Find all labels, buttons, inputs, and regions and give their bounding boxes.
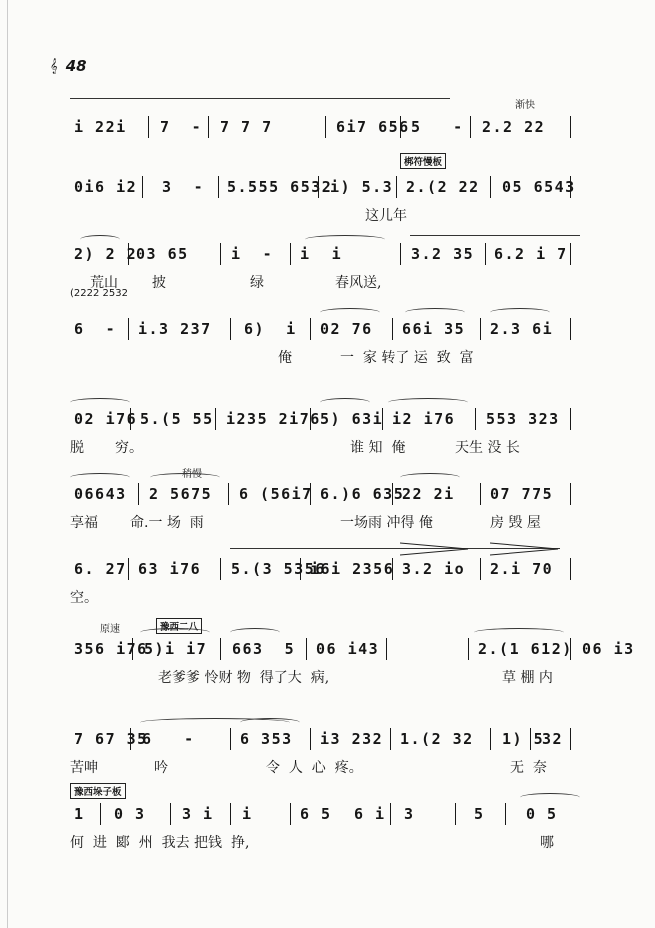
lyric-text: 命.一 场 雨 [130, 515, 204, 531]
measure-notes: 5 [474, 805, 485, 823]
measure-notes: 6) i [244, 320, 297, 338]
slur [70, 473, 130, 482]
lyric-text: 俺 [278, 350, 292, 366]
slur [305, 235, 385, 244]
measure-notes: 03 65 [136, 245, 189, 263]
lyric-text: 一 家 转了 运 致 富 [340, 350, 474, 366]
measure-notes: 5.(5 55 [140, 410, 214, 428]
lyric-text: 草 棚 内 [502, 670, 553, 686]
measure-notes: 1.(2 32 [400, 730, 474, 748]
notation-row [70, 483, 590, 505]
slur [400, 473, 460, 482]
lyric-text: 这儿年 [365, 208, 407, 224]
jianpu-notes [70, 638, 635, 660]
notation-row [70, 176, 590, 198]
decrescendo-hairpin [400, 542, 470, 556]
music-ornament-icon: 𝄞 [50, 58, 58, 74]
measure-notes: 07 775 [490, 485, 554, 503]
lyric-text: 天生 没 长 [455, 440, 520, 456]
measure-notes: 05 6543 [502, 178, 576, 196]
measure-notes: 3.2 io [402, 560, 466, 578]
notation-row [70, 243, 590, 265]
jianpu-notes [70, 243, 590, 265]
measure-notes: 2.i 70 [490, 560, 554, 578]
lyric-text: 披 [152, 275, 166, 291]
lyric-text: 苦呻 [70, 760, 98, 776]
measure-notes: 06 i43 [316, 640, 380, 658]
measure-notes: 663 5 [232, 640, 296, 658]
measure-notes: i6i 2356 [310, 560, 395, 578]
score-system [70, 610, 635, 710]
measure-notes: 5) 63i [320, 410, 384, 428]
measure-notes: 22 2i [402, 485, 455, 503]
measure-notes: 7 67 35 [74, 730, 148, 748]
tempo-mark: 原速 [100, 624, 120, 635]
lyric-text: 脱 [70, 440, 84, 456]
measure-notes: 2.(1 612) [478, 640, 573, 658]
lyrics-row [70, 833, 590, 853]
measure-notes: 2.(2 22 [406, 178, 480, 196]
measure-notes: 356 i76 [74, 640, 148, 658]
decrescendo-hairpin [490, 542, 560, 556]
measure-notes: 5 - [411, 118, 464, 136]
measure-notes: i [242, 805, 253, 823]
measure-notes: 06643 [74, 485, 127, 503]
measure-notes: 0 3 [114, 805, 146, 823]
jianpu-notes [70, 408, 590, 430]
measure-notes: 2 5675 [149, 485, 213, 503]
slur [320, 398, 370, 407]
notation-row [70, 318, 590, 340]
lyric-text: 空。 [70, 590, 98, 606]
section-label: 梆符慢板 [400, 153, 446, 169]
measure-notes: i235 2i76 [226, 410, 321, 428]
measure-notes: 02 i76 [74, 410, 138, 428]
section-label: 豫西垛子板 [70, 783, 126, 799]
slur [240, 718, 300, 727]
measure-notes: 0 5 [526, 805, 558, 823]
notation-row [70, 728, 590, 750]
slur [140, 628, 210, 637]
slur [388, 398, 468, 407]
measure-notes: 5.(3 5356 [231, 560, 326, 578]
slur [405, 308, 465, 317]
jianpu-notes [70, 558, 590, 580]
jianpu-notes [70, 483, 590, 505]
measure-notes: 3.2 35 [411, 245, 475, 263]
measure-notes: 06 i3 [582, 640, 635, 658]
section-label: 豫西二八 [156, 618, 202, 634]
jianpu-notes [70, 318, 590, 340]
jianpu-notes [70, 728, 590, 750]
lyric-text: 绿 [250, 275, 264, 291]
measure-notes: i3 232 [320, 730, 384, 748]
lyric-text: 令 人 心 疼。 [266, 760, 363, 776]
measure-notes: 1 [74, 805, 85, 823]
measure-notes: 6 (56i7 [239, 485, 313, 503]
slur [80, 235, 120, 244]
slur [150, 473, 220, 482]
measure-notes: 0i6 i2 [74, 178, 138, 196]
measure-notes: 2.2 22 [482, 118, 546, 136]
lyrics-row [70, 588, 590, 608]
measure-notes: i2 i76 [392, 410, 456, 428]
measure-notes: 7 - [160, 118, 203, 136]
notation-row [70, 408, 590, 430]
jianpu-notes [70, 116, 590, 138]
measure-notes: 6 - [142, 730, 195, 748]
measure-notes: i.3 237 [138, 320, 212, 338]
measure-notes: 6 5 [300, 805, 332, 823]
notation-row [70, 116, 590, 138]
lyric-text: 一场雨 冲得 俺 [340, 515, 433, 531]
tempo-mark: (2222 2532 [70, 288, 128, 299]
lyric-text: 春风送, [335, 275, 382, 291]
measure-notes: i i [300, 245, 343, 263]
measure-notes: 5.555 6532 [227, 178, 333, 196]
page-number: 48 [65, 57, 87, 75]
measure-notes: 5)i i7 [144, 640, 208, 658]
lyric-text: 荒山 [90, 275, 118, 291]
measure-notes: 7 7 7 [220, 118, 273, 136]
measure-notes: 6 353 [240, 730, 293, 748]
measure-notes: 3 i [182, 805, 214, 823]
lyric-text: 房 毁 屋 [490, 515, 541, 531]
tempo-mark: 渐快 [515, 100, 535, 111]
measure-notes: 02 76 [320, 320, 373, 338]
slur [70, 398, 130, 407]
slur [520, 793, 580, 802]
measure-notes: i) 5.3 [330, 178, 394, 196]
lyric-text: 何 进 郾 州 我去 把钱 挣, [70, 835, 250, 851]
jianpu-notes [70, 176, 590, 198]
measure-notes: 6. 27 [74, 560, 127, 578]
slur [490, 308, 550, 317]
measure-notes: 2) 2 2 [74, 245, 138, 263]
slur [320, 308, 380, 317]
lyric-text: 享福 [70, 515, 98, 531]
measure-notes: 66i 35 [402, 320, 466, 338]
measure-notes: i 22i [74, 118, 127, 136]
measure-notes: 6 - [74, 320, 117, 338]
slur [70, 98, 450, 99]
lyric-text: 谁 知 俺 [350, 440, 406, 456]
slur [474, 628, 564, 637]
slur [410, 235, 580, 236]
slur [230, 628, 280, 637]
lyric-text: 老爹爹 怜财 物 得了大 病, [158, 670, 330, 686]
measure-notes: 63 i76 [138, 560, 202, 578]
score-system [70, 290, 590, 390]
tempo-mark: 稍慢 [182, 469, 202, 480]
lyrics-row [70, 668, 590, 688]
lyric-text: 穷。 [115, 440, 143, 456]
notation-row [70, 638, 635, 660]
measure-notes: 6 i [354, 805, 386, 823]
notation-row [70, 558, 590, 580]
score-system [70, 775, 590, 875]
lyric-text: 无 奈 [510, 760, 547, 776]
lyrics-row [70, 348, 590, 368]
notation-row [70, 803, 590, 825]
lyric-text: 吟 [154, 760, 168, 776]
measure-notes: 6.2 i 7 [494, 245, 568, 263]
measure-notes: 1) 5 [502, 730, 545, 748]
measure-notes: 6i7 656 [336, 118, 410, 136]
measure-notes: 3 - [162, 178, 205, 196]
measure-notes: 2.3 6i [490, 320, 554, 338]
measure-notes: i - [231, 245, 274, 263]
measure-notes: 6.)6 635 [320, 485, 405, 503]
measure-notes: 3 [404, 805, 415, 823]
measure-notes: 32 [542, 730, 564, 748]
lyric-text: 哪 [540, 835, 554, 851]
measure-notes: 553 323 [486, 410, 560, 428]
jianpu-notes [70, 803, 590, 825]
